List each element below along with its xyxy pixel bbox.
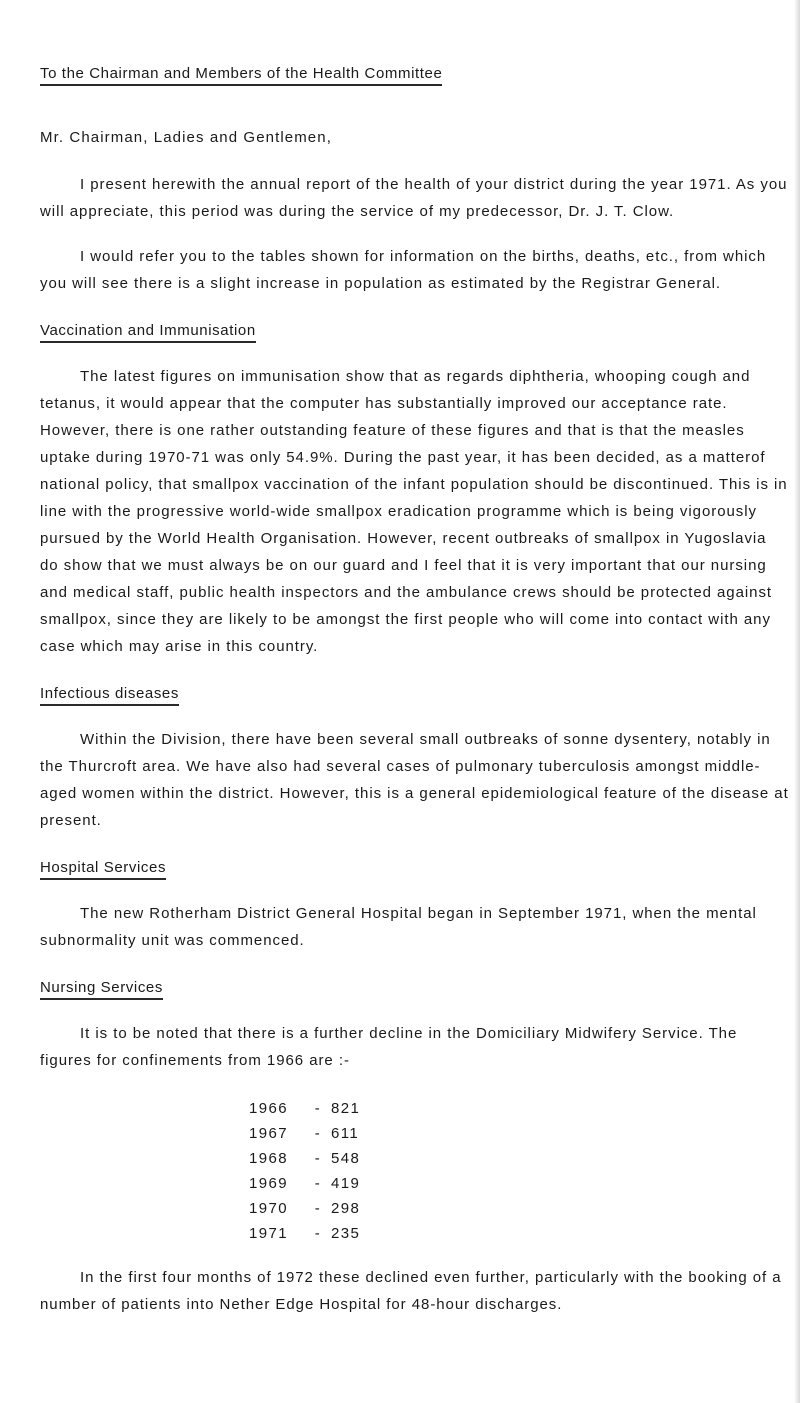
section-heading: Infectious diseases	[40, 684, 179, 706]
section-text: The new Rotherham District General Hospital began in September 1971, when the mental subnormality unit was commenced.	[40, 905, 757, 949]
dash-cell: -	[314, 1175, 322, 1192]
table-row	[249, 1196, 790, 1221]
dash-cell: -	[314, 1200, 322, 1217]
intro-paragraph-1: I present herewith the annual report of the health of your district during the year 1971. As you will appreciate, this period was during the service of my predecessor, Dr. J. T. Clow.	[40, 176, 788, 220]
confinements-table	[249, 1096, 790, 1246]
page-edge-shadow	[794, 0, 800, 1403]
dash-cell: -	[314, 1150, 322, 1167]
section-vaccination	[40, 321, 790, 660]
report-title	[40, 64, 790, 86]
table-row	[249, 1121, 790, 1146]
section-text: The latest figures on immunisation show that as regards diphtheria, whooping cough and tetanus, it would appear that the computer has substantially improved our acceptance rate. However, there is one rather outstanding feature of these figures and that is that the measles uptake during 1970-71 was only 54.9%. During the past year, it has been decided, as a matterof national policy, that smallpox vaccination of the infant population should be discontinued. This is in line with the progressive world-wide smallpox eradication programme which is being vigorously pursued by the World Health Organisation. However, recent outbreaks of smallpox in Yugoslavia do show that we must always be on our guard and I feel that it is very important that our nursing and medical staff, public health inspectors and the ambulance crews should be protected against smallpox, since they are likely to be amongst the first people who will come into contact with any case which may arise in this country.	[40, 368, 788, 655]
count-cell: 235	[331, 1225, 361, 1242]
title-heading: To the Chairman and Members of the Health Committee	[40, 64, 442, 86]
count-cell: 611	[331, 1125, 360, 1142]
count-cell: 419	[331, 1175, 361, 1192]
section-text: Within the Division, there have been several small outbreaks of sonne dysentery, notably in the Thurcroft area. We have also had several cases of pulmonary tuberculosis amongst middle-aged women within the district. However, this is a general epidemiological feature of the disease at present.	[40, 731, 789, 829]
table-row	[249, 1146, 790, 1171]
count-cell: 298	[331, 1200, 361, 1217]
section-text: It is to be noted that there is a further decline in the Domiciliary Midwifery Service. The figures for confinements from 1966 are :-	[40, 1025, 738, 1069]
table-row	[249, 1096, 790, 1121]
closing-paragraph: In the first four months of 1972 these declined even further, particularly with the booking of a number of patients into Nether Edge Hospital for 48-hour discharges.	[40, 1269, 782, 1313]
year-cell: 1968	[249, 1150, 288, 1167]
report-page	[40, 64, 790, 1318]
year-cell: 1969	[249, 1175, 288, 1192]
count-cell: 821	[331, 1100, 361, 1117]
year-cell: 1966	[249, 1100, 288, 1117]
section-infectious-diseases	[40, 684, 790, 834]
count-cell: 548	[331, 1150, 361, 1167]
dash-cell: -	[314, 1125, 322, 1142]
year-cell: 1970	[249, 1200, 288, 1217]
section-hospital-services	[40, 858, 790, 954]
dash-cell: -	[314, 1225, 322, 1242]
dash-cell: -	[314, 1100, 322, 1117]
intro-paragraph-2: I would refer you to the tables shown for information on the births, deaths, etc., from which you will see there is a slight increase in population as estimated by the Registrar General.	[40, 248, 767, 292]
section-heading: Hospital Services	[40, 858, 166, 880]
section-nursing-services	[40, 978, 790, 1074]
greeting: Mr. Chairman, Ladies and Gentlemen,	[40, 129, 332, 146]
table-row	[249, 1221, 790, 1246]
year-cell: 1971	[249, 1225, 288, 1242]
year-cell: 1967	[249, 1125, 288, 1142]
section-heading: Nursing Services	[40, 978, 163, 1000]
section-heading: Vaccination and Immunisation	[40, 321, 256, 343]
table-row	[249, 1171, 790, 1196]
